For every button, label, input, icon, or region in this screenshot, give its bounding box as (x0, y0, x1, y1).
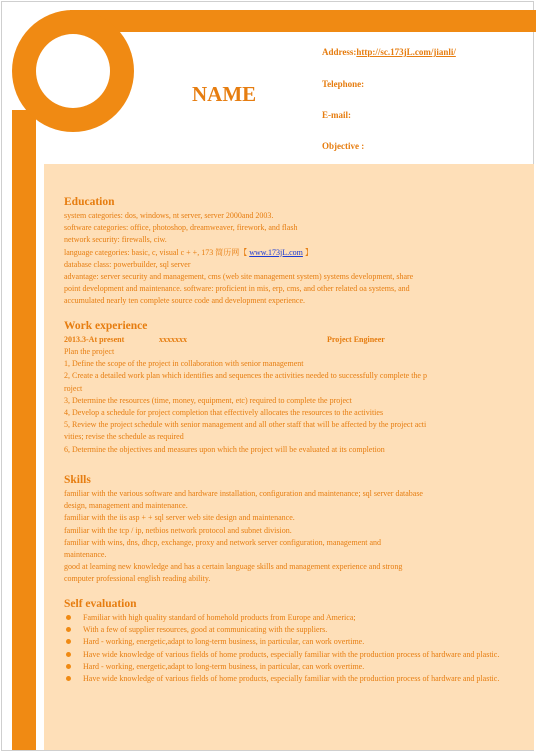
skills-title: Skills (64, 474, 91, 486)
skills-line: familiar with the various software and hardware installation, configuration and maintenance; sql server database (64, 489, 423, 498)
bullet-icon (66, 627, 71, 632)
education-line: software categories: office, photoshop, dreamweaver, firework, and flash (64, 223, 298, 233)
work-title: Work experience (64, 320, 148, 332)
job-header (64, 334, 514, 346)
job-role: Project Engineer (327, 335, 385, 344)
left-decorative-bar (12, 110, 36, 750)
objective-label: Objective : (322, 141, 365, 151)
work-line: 3, Determine the resources (time, money, equipment, etc) required to complete the project (64, 395, 352, 405)
skills-line: familiar with the tcp / ip, netbios network protocol and subnet division. (64, 525, 292, 535)
work-line: roject (64, 383, 83, 393)
job-company: xxxxxxx (159, 335, 187, 344)
bullet-icon (66, 639, 71, 644)
bullet-icon (66, 664, 71, 669)
education-title: Education (64, 196, 115, 208)
list-item: With a few of supplier resources, good at communicating with the suppliers. (64, 624, 510, 636)
job-date: 2013.3-At present (64, 335, 125, 344)
education-line: point development and maintenance. software: proficient in mis, erp, cms, and other related oa systems, and (64, 284, 410, 294)
address-link[interactable]: http://sc.173jL.com/jianli/ (356, 47, 456, 57)
work-section (64, 319, 514, 456)
work-line: 1, Define the scope of the project in collaboration with senior management (64, 359, 304, 369)
skills-line: good at learning new knowledge and has a certain language skills and management experience and strong (64, 562, 403, 572)
language-suffix: 】 (302, 247, 313, 257)
address-label: Address: (322, 47, 357, 57)
skills-line: maintenance. (64, 550, 107, 560)
self-evaluation-title: Self evaluation (64, 598, 137, 610)
skills-line: familiar with the iis asp + + sql server web site design and maintenance. (64, 513, 295, 523)
education-line: database class: powerbuilder, sql server (64, 259, 191, 269)
self-evaluation-list (64, 612, 510, 685)
bullet-icon (66, 652, 71, 657)
education-line: network security: firewalls, ciw. (64, 235, 167, 245)
education-line: accumulated nearly ten complete source code and development experience. (64, 296, 305, 306)
work-line: vities; revise the schedule as required (64, 432, 184, 442)
skills-line: design, management and maintenance. (64, 501, 188, 511)
work-line: 4, Develop a schedule for project completion that effectively allocates the resources to the activities (64, 408, 384, 418)
site-link[interactable]: www.173jL.com (249, 247, 303, 257)
list-item: Have wide knowledge of various fields of home products, especially familiar with the production process of hardware and plastic. (64, 649, 510, 661)
list-item: Hard - working, energetic,adapt to long-term business, in particular, can work overtime. (64, 636, 510, 648)
work-line: Plan the project (64, 347, 115, 356)
top-decorative-bar (70, 10, 536, 32)
language-prefix: language categories: basic, c, visual c + +, 173 简历网【 (64, 247, 250, 257)
work-line: 6, Determine the objectives and measures upon which the project will be evaluated at its completion (64, 444, 385, 454)
education-section (64, 195, 514, 308)
education-line: system categories: dos, windows, nt server, server 2000and 2003. (64, 211, 274, 220)
photo-placeholder (36, 34, 110, 108)
list-item: Familiar with high quality standard of homehold products from Europe and America; (64, 612, 510, 624)
skills-line: familiar with wins, dns, dhcp, exchange, proxy and network server configuration, management and (64, 537, 382, 547)
self-evaluation-section (64, 597, 510, 685)
bullet-icon (66, 676, 71, 681)
telephone-label: Telephone: (322, 79, 365, 89)
skills-line: computer professional english reading ability. (64, 574, 211, 584)
address-row (322, 47, 456, 57)
list-item: Have wide knowledge of various fields of home products, especially familiar with the production process of hardware and plastic. (64, 673, 510, 685)
skills-section (64, 473, 514, 586)
list-item: Hard - working, energetic,adapt to long-term business, in particular, can work overtime. (64, 661, 510, 673)
education-line: advantage: server security and management, cms (web site management system) systems development, share (64, 272, 414, 282)
work-line: 2, Create a detailed work plan which identifies and sequences the activities needed to successfully complete the p (64, 371, 427, 381)
education-language-line (64, 247, 514, 259)
email-label: E-mail: (322, 110, 351, 120)
work-line: 5, Review the project schedule with senior management and all other staff that will be affected by the project acti (64, 420, 427, 430)
bullet-icon (66, 615, 71, 620)
resume-name: NAME (192, 82, 257, 106)
